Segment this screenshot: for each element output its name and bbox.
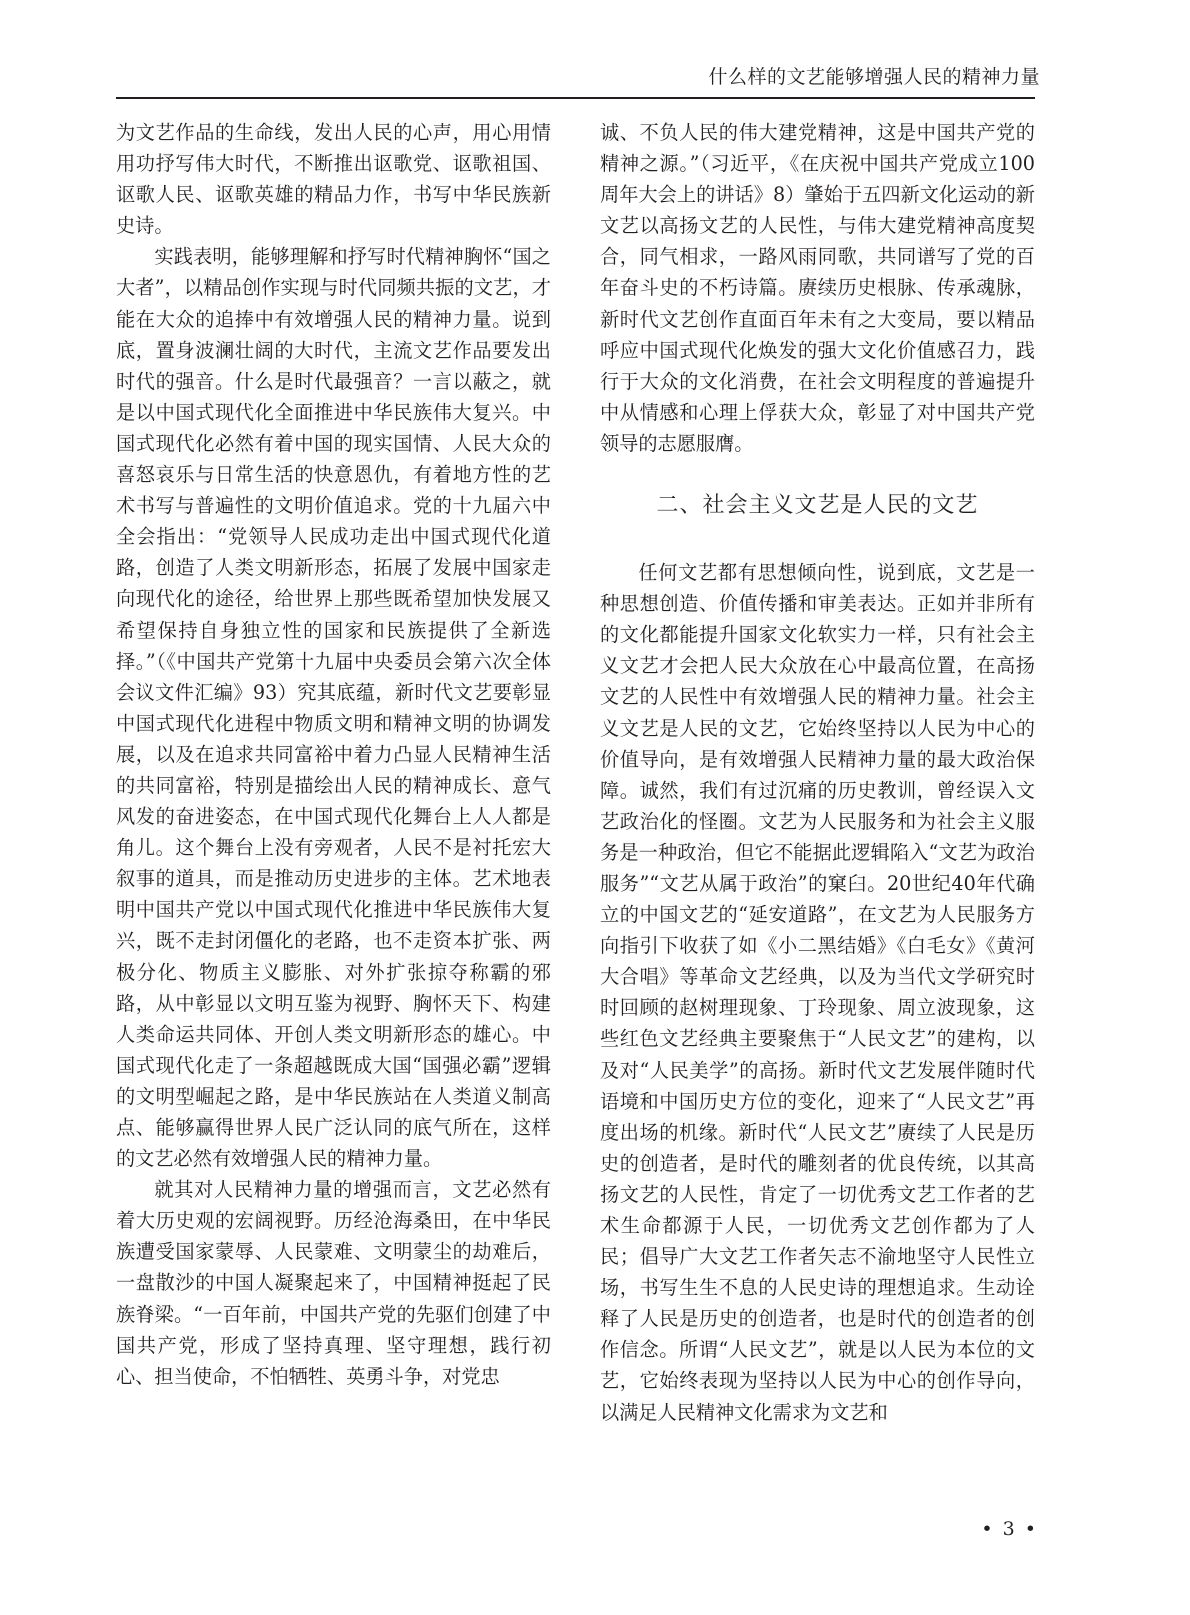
running-header-title: 什么样的文艺能够增强人民的精神力量 — [708, 66, 1040, 88]
header-rule — [116, 97, 1035, 99]
right-column — [600, 117, 1035, 1428]
paragraph-right-1: 诚、不负人民的伟大建党精神，这是中国共产党的精神之源。”（习近平，《在庆祝中国共产党成立100周年大会上的讲话》8）肇始于五四新文化运动的新文艺以高扬文艺的人民性，与伟大建党精神高度契合，同气相求，一路风雨同歌，共同谱写了党的百年奋斗史的不朽诗篇。赓续历史根脉、传承魂脉，新时代文艺创作直面百年未有之大变局，要以精品呼应中国式现代化焕发的强大文化价值感召力，践行于大众的文化消费，在社会文明程度的普遍提升中从情感和心理上俘获大众，彰显了对中国共产党领导的志愿服膺。 — [600, 121, 1035, 455]
paragraph-left-3: 就其对人民精神力量的增强而言，文艺必然有着大历史观的宏阔视野。历经沧海桑田，在中华民族遭受国家蒙辱、人民蒙难、文明蒙尘的劫难后，一盘散沙的中国人凝聚起来了，中国精神挺起了民族脊梁。“一百年前，中国共产党的先驱们创建了中国共产党，形成了坚持真理、坚守理想，践行初心、担当使命，不怕牺牲、英勇斗争，对党忠 — [116, 1178, 551, 1388]
left-column — [116, 117, 551, 1392]
section-heading: 二、社会主义文艺是人民的文艺 — [656, 493, 979, 519]
page-number: • 3 • — [981, 1518, 1038, 1540]
paragraph-left-1: 为文艺作品的生命线，发出人民的心声，用心用情用功抒写伟大时代，不断推出讴歌党、讴歌祖国、讴歌人民、讴歌英雄的精品力作，书写中华民族新史诗。 — [116, 121, 551, 238]
paragraph-left-2: 实践表明，能够理解和抒写时代精神胸怀“国之大者”，以精品创作实现与时代同频共振的文艺，才能在大众的追捧中有效增强人民的精神力量。说到底，置身波澜壮阔的大时代，主流文艺作品要发出时代的强音。什么是时代最强音？一言以蔽之，就是以中国式现代化全面推进中华民族伟大复兴。中国式现代化必然有着中国的现实国情、人民大众的喜怒哀乐与日常生活的快意恩仇，有着地方性的艺术书写与普遍性的文明价值追求。党的十九届六中全会指出：“党领导人民成功走出中国式现代化道路，创造了人类文明新形态，拓展了发展中国家走向现代化的途径，给世界上那些既希望加快发展又希望保持自身独立性的国家和民族提供了全新选择。”（《中国共产党第十九届中央委员会第六次全体会议文件汇编》93）究其底蕴，新时代文艺要彰显中国式现代化进程中物质文明和精神文明的协调发展，以及在追求共同富裕中着力凸显人民精神生活的共同富裕，特别是描绘出人民的精神成长、意气风发的奋进姿态，在中国式现代化舞台上人人都是角儿。这个舞台上没有旁观者，人民不是衬托宏大叙事的道具，而是推动历史进步的主体。艺术地表明中国共产党以中国式现代化推进中华民族伟大复兴，既不走封闭僵化的老路，也不走资本扩张、两极分化、物质主义膨胀、对外扩张掠夺称霸的邪路，从中彰显以文明互鉴为视野、胸怀天下、构建人类命运共同体、开创人类文明新形态的雄心。中国式现代化走了一条超越既成大国“国强必霸”逻辑的文明型崛起之路，是中华民族站在人类道义制高点、能够赢得世界人民广泛认同的底气所在，这样的文艺必然有效增强人民的精神力量。 — [116, 245, 551, 1171]
paragraph-right-2: 任何文艺都有思想倾向性，说到底，文艺是一种思想创造、价值传播和审美表达。正如并非所有的文化都能提升国家文化软实力一样，只有社会主义文艺才会把人民大众放在心中最高位置，在高扬文艺的人民性中有效增强人民的精神力量。社会主义文艺是人民的文艺，它始终坚持以人民为中心的价值导向，是有效增强人民精神力量的最大政治保障。诚然，我们有过沉痛的历史教训，曾经误入文艺政治化的怪圈。文艺为人民服务和为社会主义服务是一种政治，但它不能据此逻辑陷入“文艺为政治服务”“文艺从属于政治”的窠臼。20世纪40年代确立的中国文艺的“延安道路”，在文艺为人民服务方向指引下收获了如《小二黑结婚》《白毛女》《黄河大合唱》等革命文艺经典，以及为当代文学研究时时回顾的赵树理现象、丁玲现象、周立波现象，这些红色文艺经典主要聚焦于“人民文艺”的建构，以及对“人民美学”的高扬。新时代文艺发展伴随时代语境和中国历史方位的变化，迎来了“人民文艺”再度出场的机缘。新时代“人民文艺”赓续了人民是历史的创造者，是时代的雕刻者的优良传统，以其高扬文艺的人民性，肯定了一切优秀文艺工作者的艺术生命都源于人民，一切优秀文艺创作都为了人民；倡导广大文艺工作者矢志不渝地坚守人民性立场，书写生生不息的人民史诗的理想追求。生动诠释了人民是历史的创造者，也是时代的创造者的创作信念。所谓“人民文艺”，就是以人民为本位的文艺，它始终表现为坚持以人民为中心的创作导向，以满足人民精神文化需求为文艺和 — [600, 561, 1035, 1424]
